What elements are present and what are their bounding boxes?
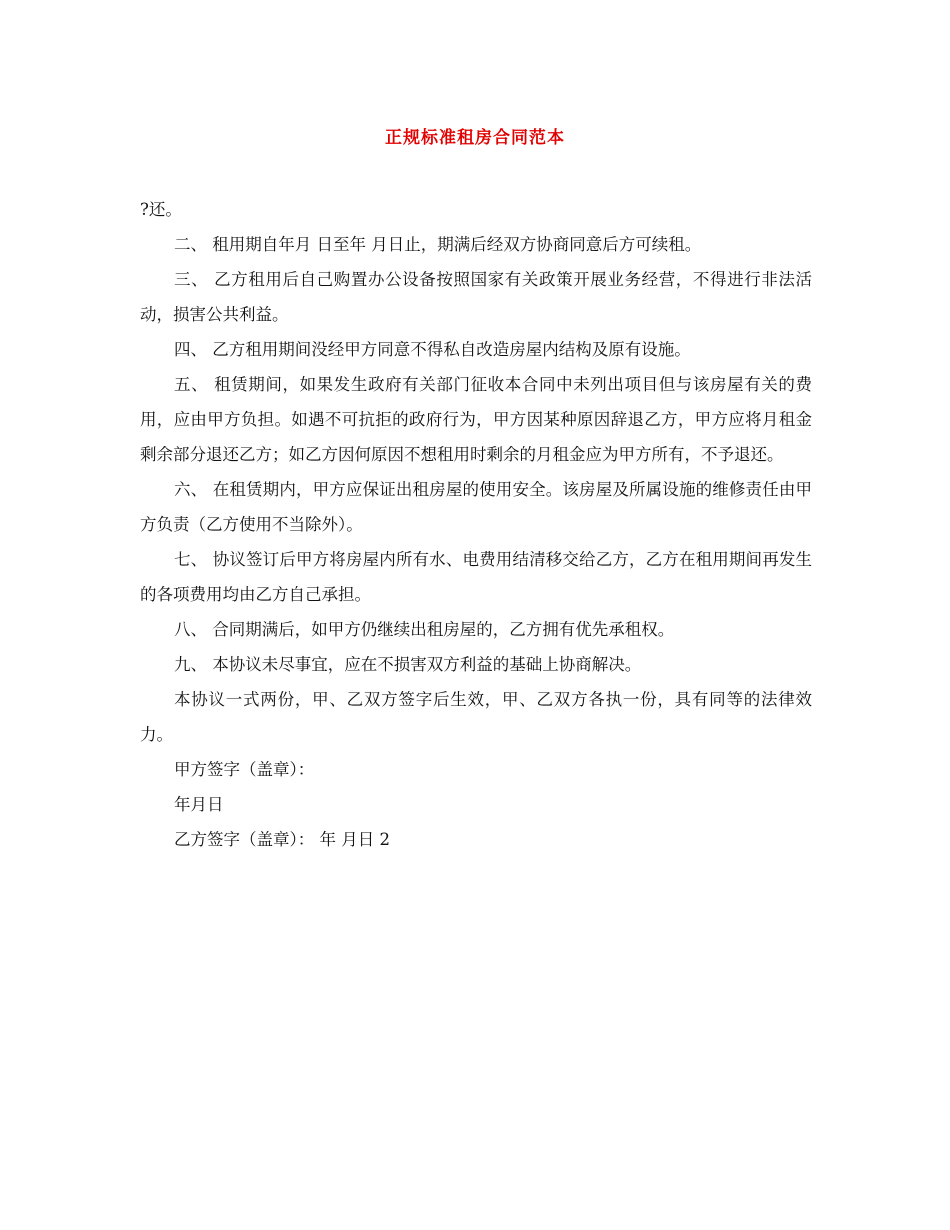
clause-number: 五、 bbox=[174, 375, 209, 394]
clause-5 bbox=[140, 367, 812, 472]
document-body bbox=[140, 192, 812, 857]
party-a-date: 年月日 bbox=[174, 795, 224, 814]
clause-text: 在租赁期内，甲方应保证出租房屋的使用安全。该房屋及所属设施的维修责任由甲方负责（乙方使用不当除外）。 bbox=[140, 480, 813, 534]
party-a-signature: 甲方签字（盖章）： bbox=[174, 760, 315, 779]
clause-text: 乙方租用后自己购置办公设备按照国家有关政策开展业务经营，不得进行非法活动，损害公共利益。 bbox=[140, 270, 813, 324]
intro-text: ?还。 bbox=[140, 200, 182, 219]
party-b-signature: 乙方签字（盖章）： 年 月日 2 bbox=[174, 830, 390, 849]
clause-text: 本协议未尽事宜，应在不损害双方利益的基础上协商解决。 bbox=[212, 655, 642, 674]
clause-9 bbox=[140, 647, 812, 682]
clause-number: 三、 bbox=[174, 270, 209, 289]
clause-number: 四、 bbox=[174, 340, 207, 359]
clause-number: 二、 bbox=[174, 235, 207, 254]
closing-paragraph: 本协议一式两份，甲、乙双方签字后生效，甲、乙双方各执一份，具有同等的法律效力。 bbox=[140, 690, 812, 744]
clause-text: 租赁期间，如果发生政府有关部门征收本合同中未列出项目但与该房屋有关的费用，应由甲方负担。如遇不可抗拒的政府行为，甲方因某种原因辞退乙方，甲方应将月租金剩余部分退还乙方；如乙方因何原因不想租用时剩余的月租金应为甲方所有，不予退还。 bbox=[140, 375, 813, 464]
clause-number: 七、 bbox=[174, 550, 208, 569]
document-title: 正规标准租房合同范本 bbox=[385, 128, 565, 148]
clause-6 bbox=[140, 472, 812, 542]
clause-number: 八、 bbox=[174, 620, 207, 639]
clause-number: 六、 bbox=[174, 480, 208, 499]
clause-4 bbox=[140, 332, 812, 367]
clause-2 bbox=[140, 227, 812, 262]
clause-text: 乙方租用期间没经甲方同意不得私自改造房屋内结构及原有设施。 bbox=[212, 340, 691, 359]
clause-number: 九、 bbox=[174, 655, 207, 674]
clause-text: 合同期满后，如甲方仍继续出租房屋的，乙方拥有优先承租权。 bbox=[212, 620, 675, 639]
clause-3 bbox=[140, 262, 812, 332]
clause-7 bbox=[140, 542, 812, 612]
clause-text: 协议签订后甲方将房屋内所有水、电费用结清移交给乙方，乙方在租用期间再发生的各项费用均由乙方自己承担。 bbox=[140, 550, 813, 604]
clause-8 bbox=[140, 612, 812, 647]
clause-text: 租用期自年月 日至年 月日止，期满后经双方协商同意后方可续租。 bbox=[212, 235, 702, 254]
